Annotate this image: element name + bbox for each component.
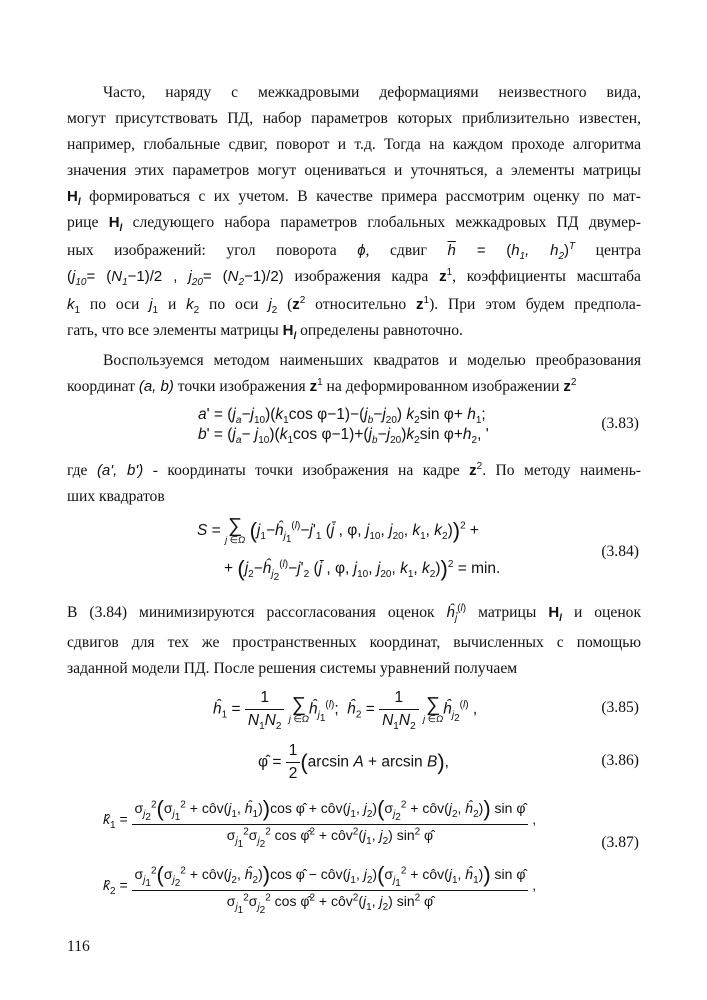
matrix-H-symbol: $H_l$ [108,214,123,234]
equation-number-3-85: (3.85) [601,699,639,716]
sum-operator: ∑ j ∈Ω [225,515,246,546]
paragraph-1-line-2 [67,106,641,132]
equation-number-3-83: (3.83) [601,415,639,432]
frame-z1: $z^1$ [416,295,430,313]
text: следующего набора параметров глобальных межкадровых ПД двумер- [132,214,641,231]
text: В (3.84) минимизируются рассогласования оценок [67,604,435,621]
text: , коэффициенты масштаба [452,268,641,285]
k2-symbol: $k_2$ [186,296,200,316]
text: на деформированном изображении [326,378,560,395]
phi-symbol: ϕ [357,242,366,259]
text: формироваться с их учетом. В качестве примера рассмотрим оценку по мат- [89,188,641,205]
equation-3-87-line-2: $k̂_2$ = $\sigma_{j_1}^2(\sigma_{j_2}^2$ + $côv(j_2$, $ĥ_2))\cos$ φ̂ − $côv(j_1$, $j_2)(\sigma_{j_1}^2$ + $côv(j_1$, $ĥ_1$)) sin φ̂ $\sigma_{j_1}^2\sigma_{j_2}^2$ cos φ̂$^2$ + $côv^2(j_1$, $j_2$) $\sin^2$ φ̂ , [103,862,537,916]
text: - координаты точки изображения на кадре [152,462,460,479]
text: точки изображения [177,378,306,395]
text: где [67,462,88,479]
paragraph-4-line-3 [67,656,641,682]
frame-z2: $z^2$ [563,377,577,395]
text: изображения кадра [294,268,429,285]
text: центра [595,242,641,259]
equation-3-84-line-2: + ($j_2-ĥ_{j_2}^{(l)}-j'_2$ (j̄ , φ, $j_{10}$, $j_{20}$, $k_1$, $k_2))^2 = \min$. [224,556,501,584]
frame-z2: $z^2$ [292,295,306,313]
text: ших квадратов [67,488,165,505]
text: координат [67,378,135,395]
center-formula: ($j_{10}= (N_1-1)/2$ , $j_{20}= (N_2-1)/2$) [67,268,284,288]
paragraph-1-line-8 [67,264,641,290]
coord-ab: (a, b) [138,378,174,395]
paragraph-3-line-2 [67,484,641,510]
paragraph-1-line-1 [67,80,641,106]
matrix-H-symbol: $H_l$ [67,188,81,208]
paragraph-4-line-1 [67,600,641,626]
text: например, глобальные сдвиг, поворот и т.д. Тогда на каждом проходе алгоритма [67,136,641,153]
text: гать, что все элементы матрицы [67,322,279,339]
text: , сдвиг [365,242,427,259]
paragraph-2-line-1 [67,348,641,374]
paragraph-1-line-3 [67,132,641,158]
j2-symbol: $j_2$ [268,296,278,316]
paragraph-1-line-4 [67,158,641,184]
frame-z1: $z^1$ [309,377,323,395]
text: определены равноточно. [300,322,463,339]
paragraph-1-line-9: $k_1$ по оси $j_1$ и $k_2$ по оси $j_2$ ($z^2$ относительно $z^1$). При этом будем предпола- [67,295,642,316]
equation-number-3-87: (3.87) [601,834,639,851]
text: относительно [315,296,407,313]
paragraph-1-line-5 [67,184,641,210]
text: заданной модели ПД. После решения системы уравнений получаем [67,660,518,677]
paragraph-1-line-6 [67,210,641,236]
paragraph-4-line-2 [67,630,641,656]
j1-symbol: $j_1$ [149,296,159,316]
equation-3-83-line-2: $b' = (j_a- j_{10})(k_1\cos$ $\varphi-1)+(j_b-j_{20})k_2\sin$ $\varphi+h_2$, ' [198,426,489,447]
min-keyword: min [471,560,497,577]
paragraph-3-line-1 [67,458,641,484]
text: и [167,296,177,313]
text: по оси [209,296,259,313]
text: . По методу наимень- [482,462,642,479]
paragraph-2-line-2 [67,374,641,400]
text: Часто, наряду с межкадровыми деформациями неизвестного вида, [103,84,641,101]
text: ных изображений: угол поворота [67,242,337,259]
frame-z2: $z^2$ [469,461,483,479]
paragraph-1-line-10 [67,318,641,344]
paragraph-1-line-7 [67,238,641,264]
text: сдвигов для тех же пространственных координат, вычисленных с помощью [67,634,641,651]
k1-symbol: $k_1$ [67,296,81,316]
matrix-H-symbol: $H_l$ [282,322,297,342]
equation-number-3-84: (3.84) [601,543,639,560]
matrix-H-symbol: $H_l$ [548,604,562,624]
frame-z1: $z^1$ [439,267,453,285]
text: могут присутствовать ПД, набор параметров которых приблизительно известен, [67,110,641,127]
text: и оценок [573,604,642,621]
text: рице [67,214,99,231]
equation-3-87-line-1: $k̂_1$ = $\sigma_{j_2}^2(\sigma_{j_1}^2$ + $côv(j_1$, $ĥ_1))\cos$ φ̂ + $côv(j_1$, $j_2)(\sigma_{j_2}^2$ + $côv(j_2$, $ĥ_2$)) sin φ̂ $\sigma_{j_1}^2\sigma_{j_2}^2$ cos φ̂$^2$ + $côv^2(j_1$, $j_2$) $\sin^2$ φ̂ , [103,796,537,850]
page-number: 116 [67,938,90,955]
equation-3-83-line-1: $a' = (j_a-j_{10})(k_1\cos$ $\varphi-1)-(j_b-j_{20})$ $k_2\sin$ $\varphi+ h_1$; [198,406,486,427]
text: Воспользуемся методом наименьших квадратов и моделью преобразования [103,352,641,369]
text: матрицы [478,604,537,621]
text: по оси [89,296,140,313]
equation-3-85: $ĥ_1$ = $\frac{1}{N_1N_2}$ ∑ j ∈Ω $ĥ_{j_1}^{(l)}$; $ĥ_2$ = $\frac{1}{N_1N_2}$ ∑ j ∈Ω $ĥ_{j_2}^{(l)}$ , [213,689,478,733]
equation-3-86: φ̂ = $\frac{1}{2}$ (arcsin A + arcsin B), [258,742,449,782]
coord-a-prime-b-prime: (a', b') [96,462,144,479]
equation-number-3-86: (3.86) [601,752,639,769]
text: значения этих параметров могут оцениваться и уточняться, а элементы матрицы [67,162,641,179]
equation-3-84-line-1: S = ∑ j ∈Ω ($j_1-ĥ_{j_1}^{(l)}-j'_1$ (j̄ , φ, $j_{10}$, $j_{20}$, $k_1$, $k_2))^2$ + [197,515,479,546]
shift-vector: $\overline{h} = (h_1$, $h_2)^T$ [447,241,576,262]
text: ). При этом будем предпола- [429,296,642,313]
estimate-h-hat: $ĥ_{j̄}^{(l)}$ [446,603,467,624]
